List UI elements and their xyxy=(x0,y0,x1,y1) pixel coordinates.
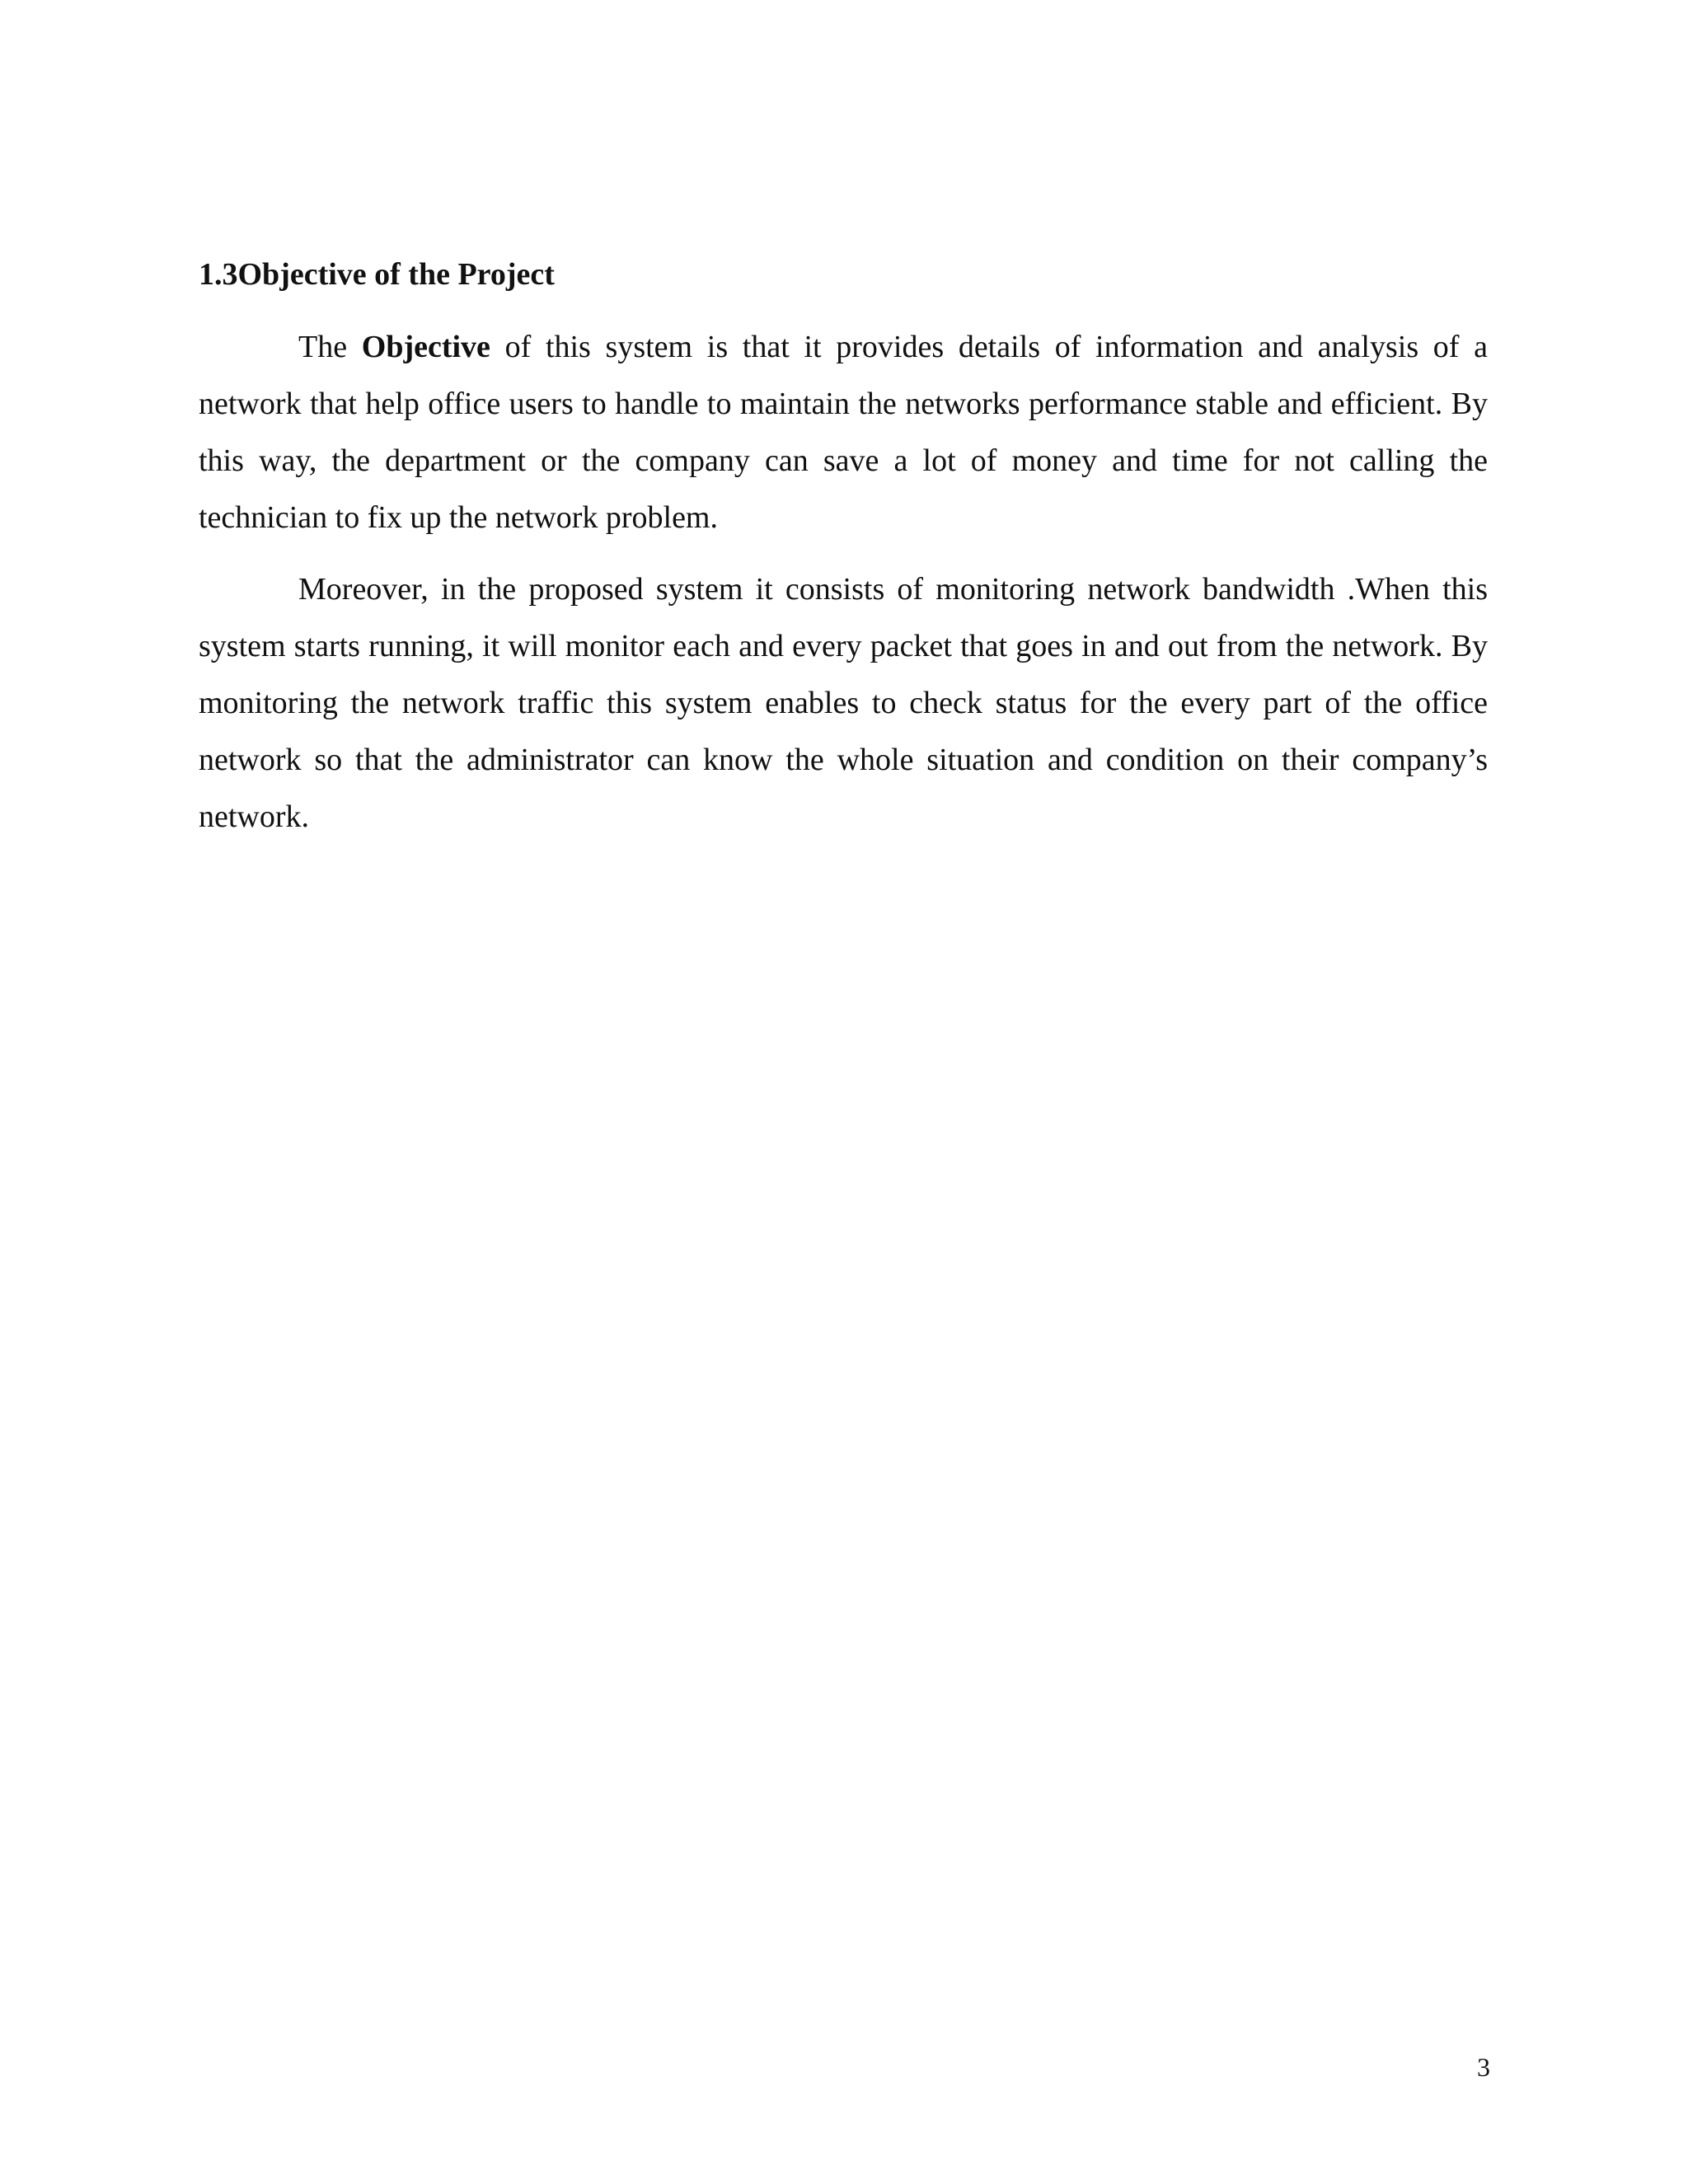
objective-paragraph-body: of this system is that it provides details of information and analysis of a network that help office users to handle to maintain the networks performance stable and efficient. By this way, the department or the company can save a lot of money and time for not calling the technician to fix up the network problem. xyxy=(199,330,1488,535)
section-heading: 1.3Objective of the Project xyxy=(199,257,555,292)
monitoring-paragraph: Moreover, in the proposed system it consists of monitoring network bandwidth .When this system starts running, it will monitor each and every packet that goes in and out from the network. By monitoring the network traffic this system enables to check status for the every part of the office network so that the administrator can know the whole situation and condition on their company’s network. xyxy=(199,572,1488,834)
objective-paragraph xyxy=(199,319,1488,546)
page-content xyxy=(199,251,1488,860)
objective-paragraph-lead: The xyxy=(298,330,362,364)
page-number: 3 xyxy=(1477,2052,1490,2082)
objective-keyword: Objective xyxy=(361,330,490,364)
